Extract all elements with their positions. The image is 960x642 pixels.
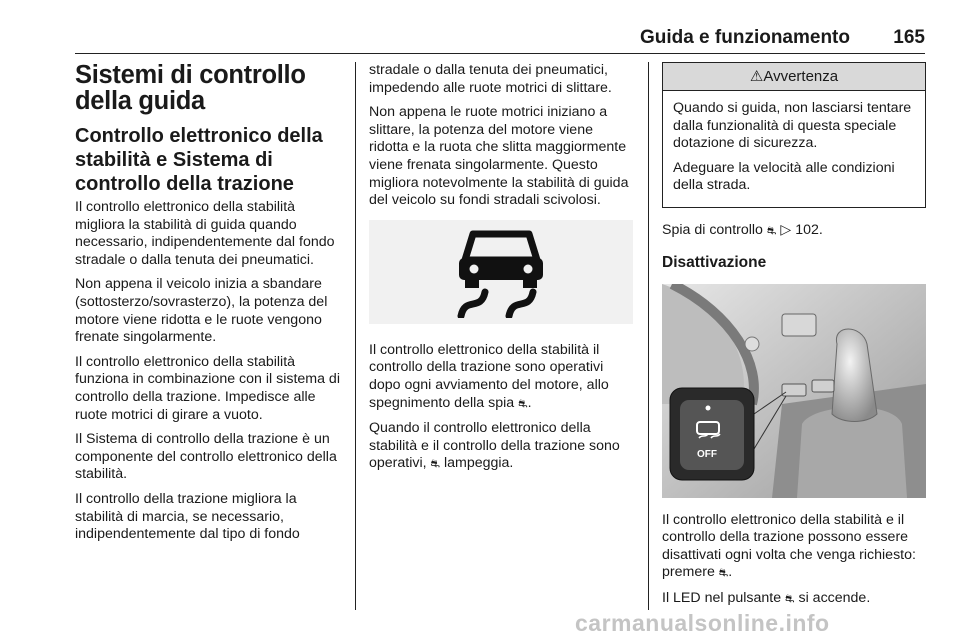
header-rule [75,53,925,54]
paragraph: Non appena il veicolo inizia a sbandare (sottosterzo/sovrasterzo), la potenza del motore viene ridotta e le ruote vengono frenate singolarmente. [75,276,328,346]
paragraph: Il controllo elettronico della stabilità funziona in combinazione con il sistema di controllo della trazione. Impedisce alle ruote motrici di girare a vuoto. [75,353,340,423]
text: si accende. [794,589,871,606]
traction-control-off-icon: ⛐ [785,592,795,605]
column-2 [369,62,634,481]
traction-control-symbol-figure [369,220,633,324]
button-off-label: OFF [697,448,717,460]
paragraph [662,590,926,609]
column-3 [662,62,926,616]
column-divider-1 [355,62,356,610]
text: Il controllo elettronico della stabilità il controllo della trazione sono operativi dopo ogni avviamento del motore, allo spegnimento della spia [369,341,609,411]
traction-control-indicator-icon: ⛐ [518,397,528,410]
gear-shifter-button-photo [662,284,926,498]
text: Il controllo elettronico della stabilità e il controllo della trazione possono essere disattivati ogni volta che venga richiesto: premere [662,511,916,581]
traction-control-icon [451,226,551,318]
text: . [728,564,733,581]
text: lampeggia. [440,455,514,472]
paragraph [369,420,634,474]
running-header-title: Guida e funzionamento [639,27,850,48]
paragraph [662,512,926,583]
paragraph: stradale o dalla tenuta dei pneumatici, impedendo alle ruote motrici di slittare. [369,62,612,96]
paragraph: Adeguare la velocità alle condizioni della strada. [673,159,895,194]
traction-control-indicator-icon: ⛐ [430,458,441,471]
paragraph: Il controllo della trazione migliora la stabilità di marcia, se necessario, indipendentemente dal tipo di fondo [75,490,300,543]
paragraph [662,222,926,241]
text: 102. [791,221,823,238]
column-divider-2 [648,62,649,610]
page-ref-arrow-icon: ▷ [780,221,792,238]
paragraph: Il controllo elettronico della stabilità migliora la stabilità di guida quando necessario, indipendentemente dal fondo stradale o dalla tenuta dei pneumatici. [75,199,335,268]
subsection-title: Controllo elettronico della stabilità e Sistema di controllo della trazione [75,125,323,195]
watermark: carmanualsonline.info [575,610,830,636]
text: Spia di controllo [662,221,767,238]
warning-triangle-icon: ⚠ [749,68,764,85]
traction-control-off-icon: ⛐ [718,567,729,580]
console-illustration [662,284,926,498]
paragraph: Il Sistema di controllo della trazione è un componente del controllo elettronico della stabilità. [75,431,337,483]
paragraph: Quando si guida, non lasciarsi tentare dalla funzionalità di questa speciale dotazione di sicurezza. [673,100,912,152]
section-title: Sistemi di controllo della guida [75,61,306,115]
text: Quando il controllo elettronico della stabilità e il controllo della trazione sono operativi, [369,420,620,472]
page-number: 165 [893,27,925,48]
warning-title: Avvertenza [763,68,839,85]
paragraph [369,342,634,413]
subsection-title: Disattivazione [662,253,767,271]
warning-box [662,62,926,208]
warning-header [663,63,925,91]
paragraph: Non appena le ruote motrici iniziano a slittare, la potenza del motore viene ridotta e la ruota che slitta maggiormente viene frenata singolarmente. Questo migliora notevolmente la stabilità di guida del veicolo su fondi stradali scivolosi. [369,104,629,209]
text: . [527,394,532,411]
text: Il LED nel pulsante [662,589,786,606]
traction-control-indicator-icon: ⛐ [766,224,777,237]
column-1 [75,62,347,551]
